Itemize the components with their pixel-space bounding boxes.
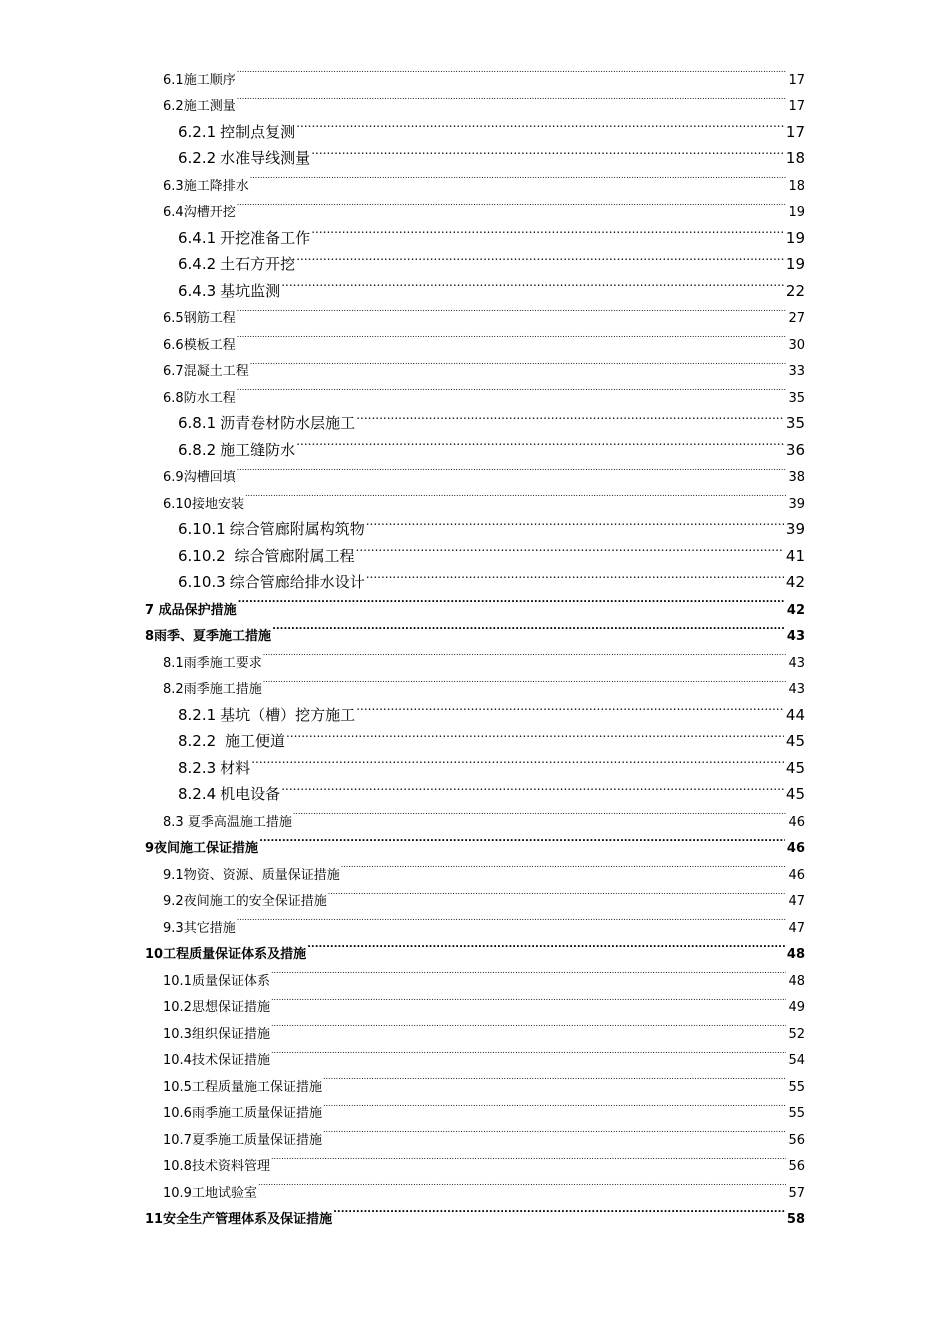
toc-entry[interactable] (0, 57, 805, 88)
toc-entry[interactable] (0, 1117, 805, 1148)
toc-entry-page-number: 47 (788, 920, 805, 936)
toc-entry[interactable] (0, 852, 805, 883)
dot-leader (237, 190, 787, 217)
toc-entry[interactable] (0, 216, 805, 247)
dot-leader (263, 640, 787, 667)
dot-leader (259, 826, 785, 853)
toc-entry-title: 技术资料管理 (191, 1159, 270, 1174)
toc-entry-title: 综合管廊附属构筑物 (229, 520, 365, 538)
toc-entry[interactable] (0, 1064, 805, 1095)
toc-entry[interactable] (0, 958, 805, 989)
toc-entry-number: 9.2 (163, 894, 184, 909)
toc-entry-title: 工程质量施工保证措施 (191, 1079, 322, 1095)
toc-entry-title: 雨季施工质量保证措施 (191, 1106, 322, 1121)
dot-leader (263, 667, 787, 694)
toc-entry-page-number: 46 (788, 814, 805, 830)
toc-entry-page-number: 43 (788, 682, 805, 697)
dot-leader (237, 375, 787, 402)
toc-entry-title: 施工缝防水 (220, 440, 296, 459)
toc-entry-number: 10.9 (163, 1185, 192, 1201)
toc-entry-number: 10.4 (163, 1053, 192, 1068)
toc-entry-page-number: 36 (785, 440, 805, 459)
toc-entry-title: 物资、资源、质量保证措施 (183, 867, 340, 883)
toc-entry[interactable] (0, 402, 805, 432)
toc-entry-number: 6.9 (163, 470, 184, 485)
toc-entry-page-number: 49 (788, 1000, 805, 1015)
toc-entry-title: 模板工程 (183, 337, 236, 353)
toc-entry[interactable] (0, 693, 805, 724)
toc-entry-title: 钢筋工程 (183, 311, 236, 326)
dot-leader (356, 534, 784, 561)
toc-entry-page-number: 48 (786, 947, 805, 962)
toc-entry[interactable] (0, 481, 805, 512)
toc-entry-title: 防水工程 (183, 390, 236, 406)
toc-entry-page-number: 47 (788, 894, 805, 909)
toc-entry[interactable] (0, 84, 805, 114)
toc-entry-number: 10.8 (163, 1159, 192, 1174)
toc-entry[interactable] (0, 879, 805, 909)
toc-entry-title: 质量保证体系 (191, 973, 270, 989)
toc-entry-page-number: 46 (788, 867, 805, 883)
toc-entry-number: 6.1 (163, 72, 184, 88)
toc-entry-page-number: 46 (786, 841, 805, 856)
dot-leader (271, 1038, 786, 1065)
dot-leader (323, 1117, 786, 1144)
toc-entry-title: 安全生产管理体系及保证措施 (163, 1212, 333, 1227)
dot-leader (311, 216, 784, 243)
toc-entry-number: 6.2.1 (178, 122, 217, 141)
toc-entry[interactable] (0, 137, 805, 167)
toc-entry-page-number: 58 (786, 1212, 805, 1227)
toc-entry-title: 控制点复测 (220, 122, 296, 141)
toc-entry-title: 土石方开挖 (220, 255, 296, 273)
toc-entry-title: 其它措施 (183, 920, 236, 936)
toc-entry-number: 10 (145, 947, 164, 962)
toc-entry-page-number: 18 (788, 178, 805, 194)
toc-entry-title: 接地安装 (191, 496, 244, 512)
dot-leader (307, 932, 785, 959)
toc-entry-page-number: 42 (786, 602, 805, 618)
toc-entry[interactable] (0, 508, 805, 538)
toc-entry-page-number: 41 (785, 546, 805, 565)
toc-entry-number: 8.2.2 (178, 732, 217, 750)
toc-entry-title: 水准导线测量 (220, 149, 311, 167)
dot-leader (258, 1170, 786, 1197)
toc-entry-title: 思想保证措施 (191, 1000, 270, 1015)
dot-leader (237, 905, 787, 932)
toc-entry-page-number: 45 (785, 732, 805, 750)
toc-entry[interactable] (0, 375, 805, 406)
toc-entry-title: 成品保护措施 (154, 602, 237, 618)
toc-entry-number: 6.4 (163, 205, 184, 220)
dot-leader (311, 137, 784, 164)
toc-entry-number: 9 (145, 841, 155, 856)
dot-leader (237, 57, 787, 84)
toc-entry-page-number: 56 (788, 1159, 805, 1174)
toc-entry[interactable] (0, 1091, 805, 1121)
toc-entry-page-number: 39 (788, 496, 805, 512)
toc-entry[interactable] (0, 746, 805, 777)
toc-entry-number: 6.4.1 (178, 228, 217, 247)
dot-leader (251, 746, 784, 773)
toc-entry-page-number: 55 (788, 1079, 805, 1095)
toc-entry-number: 7 (145, 602, 155, 618)
toc-entry-page-number: 38 (788, 470, 805, 485)
toc-entry-page-number: 39 (785, 520, 805, 538)
toc-entry-number: 6.2 (163, 99, 184, 114)
toc-entry-title: 技术保证措施 (191, 1053, 270, 1068)
toc-entry[interactable] (0, 614, 805, 644)
toc-entry[interactable] (0, 905, 805, 936)
toc-entry[interactable] (0, 110, 805, 141)
toc-entry-number: 10.3 (163, 1026, 192, 1042)
toc-entry-number: 10.1 (163, 973, 192, 989)
table-of-contents (0, 57, 950, 1227)
toc-entry-number: 6.6 (163, 337, 184, 353)
toc-entry-title: 夜间施工的安全保证措施 (183, 894, 327, 909)
dot-leader (341, 852, 787, 879)
toc-entry-title: 夏季高温施工措施 (183, 814, 292, 830)
toc-entry-number: 6.7 (163, 364, 184, 379)
dot-leader (356, 402, 784, 429)
toc-entry-number: 6.10.2 (178, 546, 226, 565)
toc-entry-number: 6.4.3 (178, 281, 217, 300)
toc-entry-page-number: 19 (785, 228, 805, 247)
toc-entry-title: 施工便道 (220, 732, 285, 750)
toc-entry-title: 施工测量 (183, 99, 236, 114)
toc-entry-page-number: 45 (785, 785, 805, 803)
toc-entry-page-number: 44 (785, 705, 805, 724)
toc-entry-page-number: 35 (785, 414, 805, 432)
toc-entry-title: 夜间施工保证措施 (154, 841, 259, 856)
toc-entry-title: 组织保证措施 (191, 1026, 270, 1042)
toc-entry-page-number: 18 (785, 149, 805, 167)
toc-entry-page-number: 17 (788, 72, 805, 88)
toc-entry-number: 8.1 (163, 655, 184, 671)
dot-leader (250, 163, 787, 190)
toc-entry-number: 8.2.4 (178, 785, 217, 803)
dot-leader (281, 773, 784, 800)
toc-entry-page-number: 45 (785, 758, 805, 777)
dot-leader (323, 1091, 786, 1118)
toc-entry-title: 工地试验室 (191, 1185, 257, 1201)
dot-leader (356, 693, 784, 720)
toc-entry-title: 开挖准备工作 (220, 228, 311, 247)
toc-entry[interactable] (0, 667, 805, 697)
toc-entry[interactable] (0, 1038, 805, 1068)
dot-leader (237, 296, 787, 323)
toc-entry[interactable] (0, 932, 805, 962)
toc-entry-number: 11 (145, 1212, 164, 1227)
toc-entry[interactable] (0, 190, 805, 220)
toc-entry[interactable] (0, 296, 805, 326)
toc-entry-title: 雨季施工要求 (183, 655, 262, 671)
toc-entry-page-number: 43 (788, 655, 805, 671)
dot-leader (237, 455, 787, 482)
toc-entry-title: 夏季施工质量保证措施 (191, 1132, 322, 1148)
dot-leader (296, 110, 784, 137)
toc-entry[interactable] (0, 985, 805, 1015)
toc-entry[interactable] (0, 269, 805, 300)
toc-entry-page-number: 42 (785, 573, 805, 591)
toc-entry-page-number: 19 (788, 205, 805, 220)
toc-entry[interactable] (0, 587, 805, 618)
dot-leader (328, 879, 787, 906)
dot-leader (238, 587, 785, 614)
toc-entry[interactable] (0, 349, 805, 379)
toc-entry[interactable] (0, 322, 805, 353)
dot-leader (296, 243, 784, 270)
dot-leader (323, 1064, 786, 1091)
toc-entry-title: 材料 (220, 758, 251, 777)
toc-entry[interactable] (0, 534, 805, 565)
toc-entry[interactable] (0, 720, 805, 750)
toc-entry[interactable] (0, 799, 805, 830)
toc-entry-title: 施工降排水 (183, 178, 249, 194)
toc-entry[interactable] (0, 1170, 805, 1201)
toc-entry-number: 6.8.2 (178, 440, 217, 459)
dot-leader (286, 720, 784, 747)
dot-leader (366, 561, 784, 588)
toc-entry-title: 工程质量保证体系及措施 (163, 947, 307, 962)
toc-entry[interactable] (0, 163, 805, 194)
toc-entry[interactable] (0, 428, 805, 459)
toc-entry-number: 6.10 (163, 496, 192, 512)
toc-entry-number: 8.3 (163, 814, 184, 830)
dot-leader (296, 428, 784, 455)
toc-entry-number: 10.2 (163, 1000, 192, 1015)
toc-entry-page-number: 35 (788, 390, 805, 406)
toc-entry-page-number: 17 (785, 122, 805, 141)
toc-entry-number: 6.8.1 (178, 414, 217, 432)
toc-entry-page-number: 48 (788, 973, 805, 989)
toc-entry-page-number: 33 (788, 364, 805, 379)
toc-entry-number: 10.6 (163, 1106, 192, 1121)
toc-entry-title: 基坑监测 (220, 281, 281, 300)
toc-entry-number: 8 (145, 629, 155, 644)
toc-entry[interactable] (0, 640, 805, 671)
toc-entry[interactable] (0, 561, 805, 591)
dot-leader (333, 1197, 785, 1224)
toc-entry-title: 雨季施工措施 (183, 682, 262, 697)
toc-entry-page-number: 43 (786, 629, 805, 644)
toc-entry-number: 10.5 (163, 1079, 192, 1095)
toc-entry-title: 混凝土工程 (183, 364, 249, 379)
toc-entry-number: 8.2 (163, 682, 184, 697)
toc-entry[interactable] (0, 1011, 805, 1042)
toc-entry-title: 综合管廊附属工程 (229, 546, 355, 565)
toc-entry-number: 8.2.1 (178, 705, 217, 724)
toc-entry-number: 8.2.3 (178, 758, 217, 777)
dot-leader (237, 84, 787, 111)
toc-entry-number: 9.1 (163, 867, 184, 883)
dot-leader (293, 799, 787, 826)
toc-entry-page-number: 52 (788, 1026, 805, 1042)
toc-entry-title: 机电设备 (220, 785, 281, 803)
toc-entry-title: 沟槽开挖 (183, 205, 236, 220)
toc-entry-number: 6.3 (163, 178, 184, 194)
toc-entry-page-number: 54 (788, 1053, 805, 1068)
toc-entry[interactable] (0, 826, 805, 856)
toc-entry-number: 6.5 (163, 311, 184, 326)
toc-entry-page-number: 56 (788, 1132, 805, 1148)
toc-entry-title: 雨季、夏季施工措施 (154, 629, 272, 644)
toc-entry-number: 6.10.1 (178, 520, 226, 538)
toc-entry[interactable] (0, 1197, 805, 1227)
dot-leader (271, 1144, 786, 1171)
dot-leader (271, 985, 786, 1012)
toc-entry-title: 施工顺序 (183, 72, 236, 88)
toc-entry-number: 10.7 (163, 1132, 192, 1148)
dot-leader (237, 322, 787, 349)
toc-entry-number: 6.2.2 (178, 149, 217, 167)
toc-entry[interactable] (0, 243, 805, 273)
toc-entry[interactable] (0, 455, 805, 485)
toc-entry-title: 沥青卷材防水层施工 (220, 414, 356, 432)
toc-entry-number: 9.3 (163, 920, 184, 936)
toc-entry-page-number: 27 (788, 311, 805, 326)
dot-leader (366, 508, 784, 535)
toc-entry[interactable] (0, 1144, 805, 1174)
toc-entry-page-number: 19 (785, 255, 805, 273)
toc-entry-page-number: 55 (788, 1106, 805, 1121)
toc-entry-title: 基坑（槽）挖方施工 (220, 705, 356, 724)
toc-entry-title: 综合管廊给排水设计 (229, 573, 365, 591)
toc-entry-page-number: 57 (788, 1185, 805, 1201)
dot-leader (245, 481, 786, 508)
toc-entry-number: 6.4.2 (178, 255, 217, 273)
toc-entry-number: 6.10.3 (178, 573, 226, 591)
dot-leader (250, 349, 787, 376)
dot-leader (271, 1011, 786, 1038)
dot-leader (272, 614, 785, 641)
toc-entry[interactable] (0, 773, 805, 803)
toc-entry-title: 沟槽回填 (183, 470, 236, 485)
toc-entry-label (145, 1207, 332, 1234)
toc-entry-number: 6.8 (163, 390, 184, 406)
toc-entry-page-number: 22 (785, 281, 805, 300)
dot-leader (271, 958, 786, 985)
toc-entry-page-number: 30 (788, 337, 805, 353)
dot-leader (281, 269, 784, 296)
toc-entry-page-number: 17 (788, 99, 805, 114)
